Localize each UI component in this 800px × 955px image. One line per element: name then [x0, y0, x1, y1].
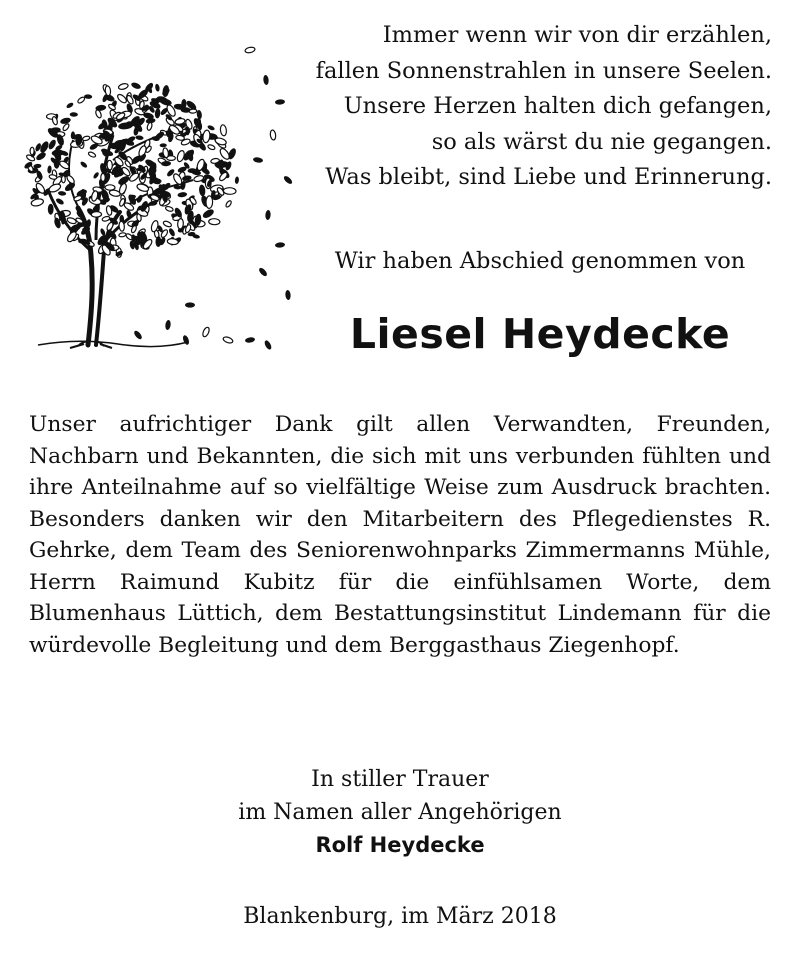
thanks-paragraph: Unser aufrichtiger Dank gilt allen Verwandten, Freunden, Nachbarn und Bekannten, die sich mit uns verbunden fühlten und ihre Anteilnahme auf so vielfältige Weise zum Ausdruck brachten. Besonders danken wir den Mitarbeitern des Pflegedienstes R. Gehrke, dem Team des Seniorenwohnparks Zimmermanns Mühle, Herrn Raimund Kubitz für die einfühlsamen Worte, dem Blumenhaus Lüttich, dem Bestattungsinstitut Lindemann für die würdevolle Begleitung und dem Berggasthaus Ziegenhopf. — [29, 412, 771, 658]
poem-line: so als wärst du nie gegangen. — [431, 128, 772, 155]
memorial-poem — [252, 18, 772, 196]
place-date: Blankenburg, im März 2018 — [243, 904, 557, 929]
relatives-line: im Namen aller Angehörigen — [238, 800, 562, 825]
mourning-line: In stiller Trauer — [311, 767, 489, 792]
farewell-intro: Wir haben Abschied genommen von — [334, 248, 746, 274]
poem-line: Was bleibt, sind Liebe und Erinnerung. — [325, 164, 772, 190]
signer-name: Rolf Heydecke — [315, 833, 485, 857]
poem-line: fallen Sonnenstrahlen in unsere Seelen. — [315, 57, 772, 84]
closing-block — [0, 763, 800, 862]
poem-line: Immer wenn wir von dir erzählen, — [382, 22, 772, 48]
poem-line: Unsere Herzen halten dich gefangen, — [343, 93, 772, 119]
deceased-name: Liesel Heydecke — [349, 310, 731, 358]
